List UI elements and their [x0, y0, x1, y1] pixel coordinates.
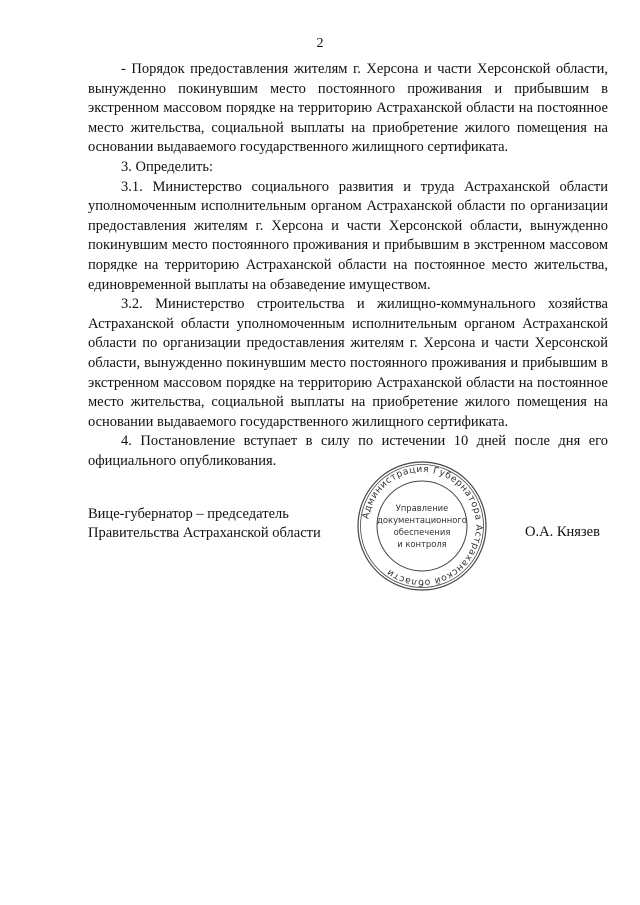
paragraph-clause-3-2: 3.2. Министерство строительства и жилищно-коммунального хозяйства Астраханской области уполномоченным исполнительным органом Астраханской области по организации предоставления жителям г. Херсона и части Херсонской области, вынужденно покинувшим место постоянного проживания и прибывшим в экстренном массовом порядке на территорию Астраханской области на постоянное место жительства, социальной выплаты на приобретение жилого помещения на основании выдаваемого государственного жилищного сертификата. [88, 296, 608, 430]
stamp-center-line-2: документационного [377, 515, 467, 525]
signatory-position [88, 505, 321, 543]
stamp-center-line-3: обеспечения [393, 527, 451, 537]
stamp-inner-ring [377, 481, 467, 571]
stamp-center-line-1: Управление [395, 503, 449, 513]
stamp-center-line-4: и контроля [397, 539, 447, 549]
signatory-name: О.А. Князев [525, 524, 600, 540]
signatory-position-line2: Правительства Астраханской области [88, 525, 321, 541]
official-stamp [354, 458, 490, 594]
page-number: 2 [316, 36, 324, 51]
paragraph-clause-3-1: 3.1. Министерство социального развития и труда Астраханской области уполномоченным исполнительным органом Астраханской области по организации предоставления жителям г. Херсона и части Херсонской области, вынужденно покинувшим место постоянного проживания и прибывшим в экстренном массовом порядке на территорию Астраханской области на постоянное место жительства, единовременной выплаты на обзаведение имуществом. [88, 178, 608, 293]
document-body [88, 60, 608, 471]
paragraph-clause-4: 4. Постановление вступает в силу по истечении 10 дней после дня его официального опубликования. [88, 433, 608, 469]
stamp-ring-textpath: Администрация Губернатора Астраханской области [360, 463, 485, 589]
paragraph-clause-3: 3. Определить: [121, 158, 214, 175]
signatory-position-line1: Вице-губернатор – председатель [88, 506, 289, 522]
paragraph-procedure-item: - Порядок предоставления жителям г. Херсона и части Херсонской области, вынужденно покинувшим место постоянного проживания и прибывшим в экстренном массовом порядке на территорию Астраханской области на постоянное место жительства, социальной выплаты на приобретение жилого помещения на основании выдаваемого государственного жилищного сертификата. [88, 61, 608, 156]
